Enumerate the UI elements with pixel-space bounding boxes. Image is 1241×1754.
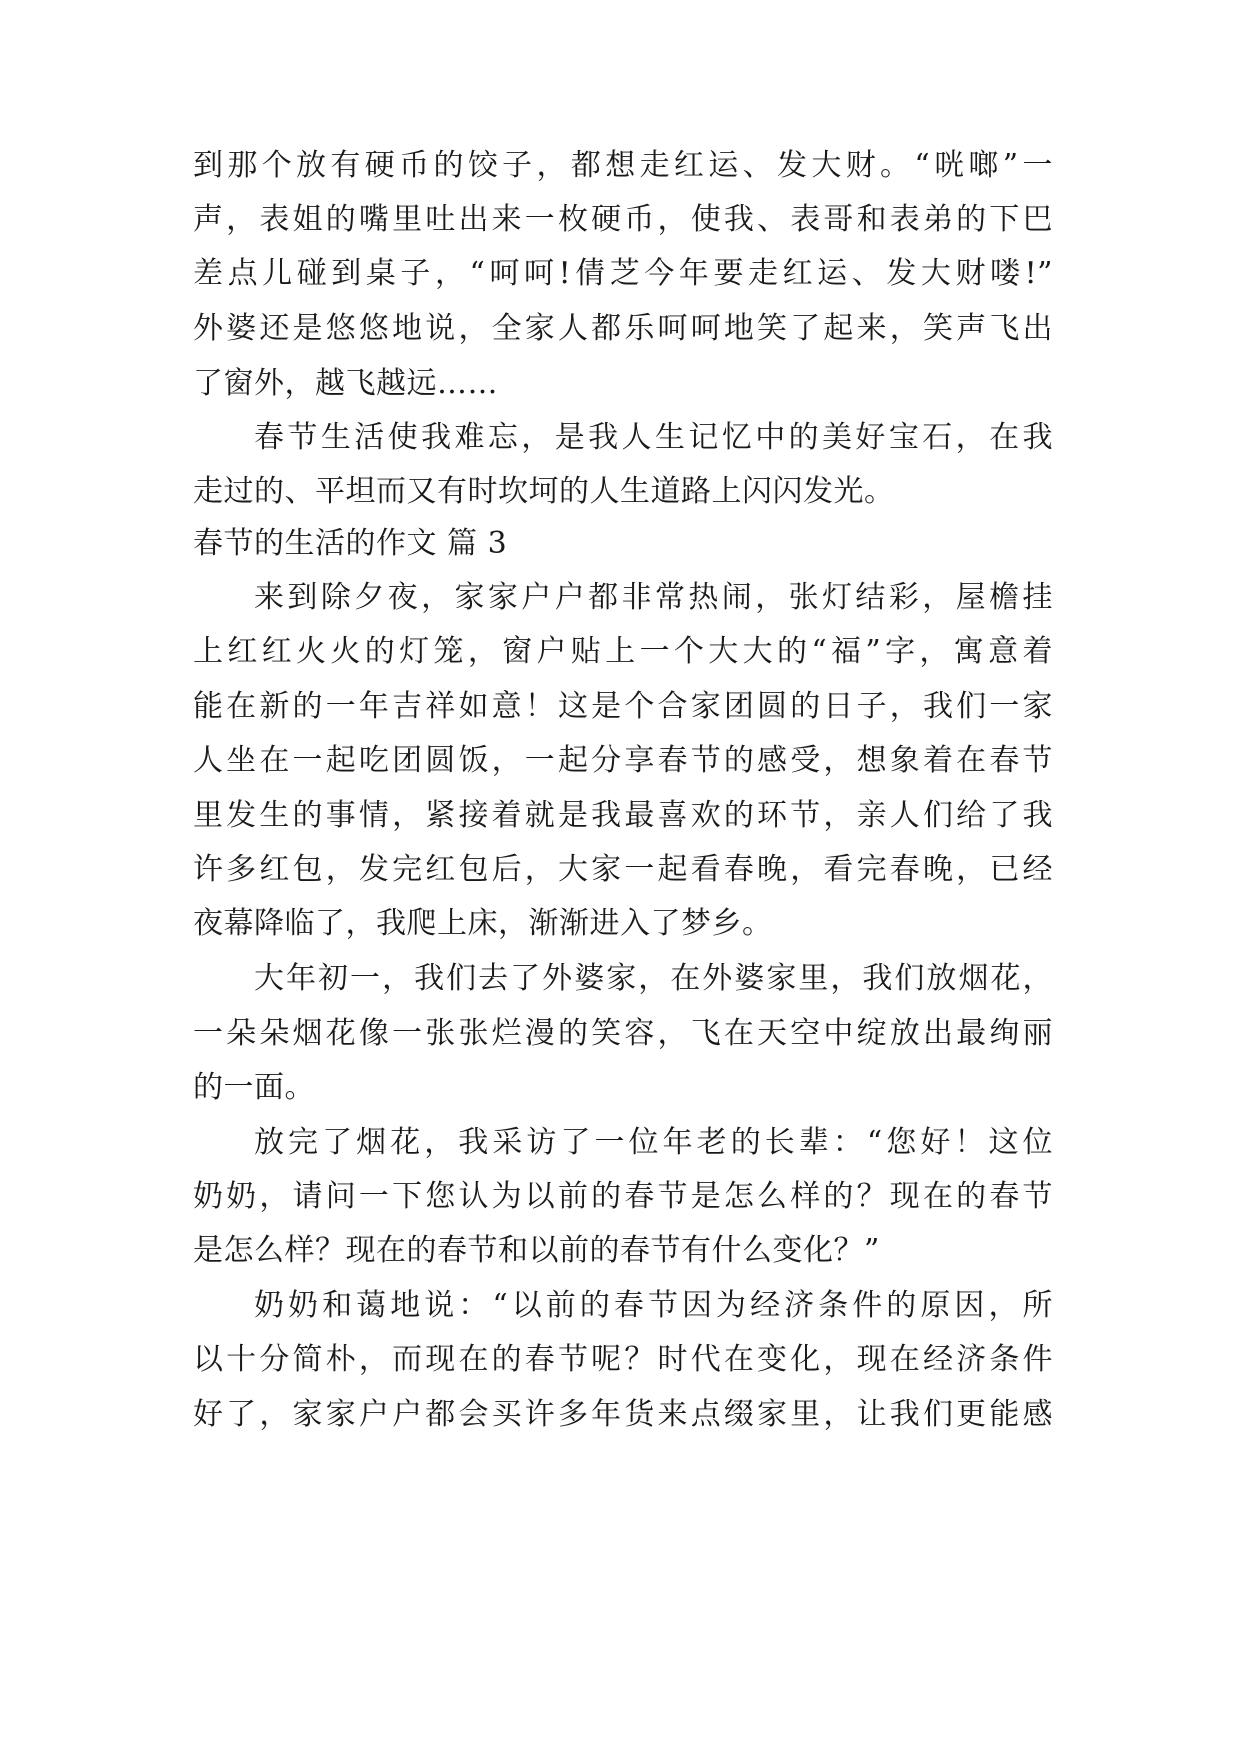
paragraph-line: 一朵朵烟花像一张张烂漫的笑容，飞在天空中绽放出最绚丽 [193,1016,1053,1051]
paragraph-line: 到那个放有硬币的饺子，都想走红运、发大财。“咣啷”一 [193,148,1053,183]
paragraph-line: 春节生活使我难忘，是我人生记忆中的美好宝石，在我 [254,420,1053,455]
paragraph-line: 人坐在一起吃团圆饭，一起分享春节的感受，想象着在春节 [193,743,1053,778]
paragraph-line: 以十分简朴，而现在的春节呢？时代在变化，现在经济条件 [193,1342,1053,1377]
section-heading: 春节的生活的作文 篇 3 [193,526,508,561]
paragraph-line: 夜幕降临了，我爬上床，渐渐进入了梦乡。 [193,906,773,941]
paragraph-line: 上红红火火的灯笼，窗户贴上一个大大的“福”字，寓意着 [193,634,1053,669]
paragraph-line: 差点儿碰到桌子，“呵呵!倩芝今年要走红运、发大财喽!” [193,256,1053,291]
paragraph-line: 奶奶和蔼地说：“以前的春节因为经济条件的原因，所 [254,1288,1053,1323]
paragraph-line: 放完了烟花，我采访了一位年老的长辈：“您好！这位 [254,1125,1053,1160]
paragraph-line: 是怎么样？现在的春节和以前的春节有什么变化？” [193,1233,880,1268]
paragraph-line: 来到除夕夜，家家户户都非常热闹，张灯结彩，屋檐挂 [254,580,1053,615]
paragraph-line: 的一面。 [193,1070,315,1105]
paragraph-line: 许多红包，发完红包后，大家一起看春晚，看完春晚，已经 [193,852,1053,887]
paragraph-line: 里发生的事情，紧接着就是我最喜欢的环节，亲人们给了我 [193,798,1053,833]
paragraph-line: 奶奶，请问一下您认为以前的春节是怎么样的？现在的春节 [193,1179,1053,1214]
paragraph-line: 外婆还是悠悠地说，全家人都乐呵呵地笑了起来，笑声飞出 [193,311,1053,346]
paragraph-line: 走过的、平坦而又有时坎坷的人生道路上闪闪发光。 [193,474,895,509]
paragraph-line: 好了，家家户户都会买许多年货来点缀家里，让我们更能感 [193,1397,1053,1432]
paragraph-line: 大年初一，我们去了外婆家，在外婆家里，我们放烟花， [254,961,1053,996]
paragraph-line: 了窗外，越飞越远…… [193,366,498,401]
paragraph-line: 能在新的一年吉祥如意！这是个合家团圆的日子，我们一家 [193,689,1053,724]
paragraph-line: 声，表姐的嘴里吐出来一枚硬币，使我、表哥和表弟的下巴 [193,202,1053,237]
